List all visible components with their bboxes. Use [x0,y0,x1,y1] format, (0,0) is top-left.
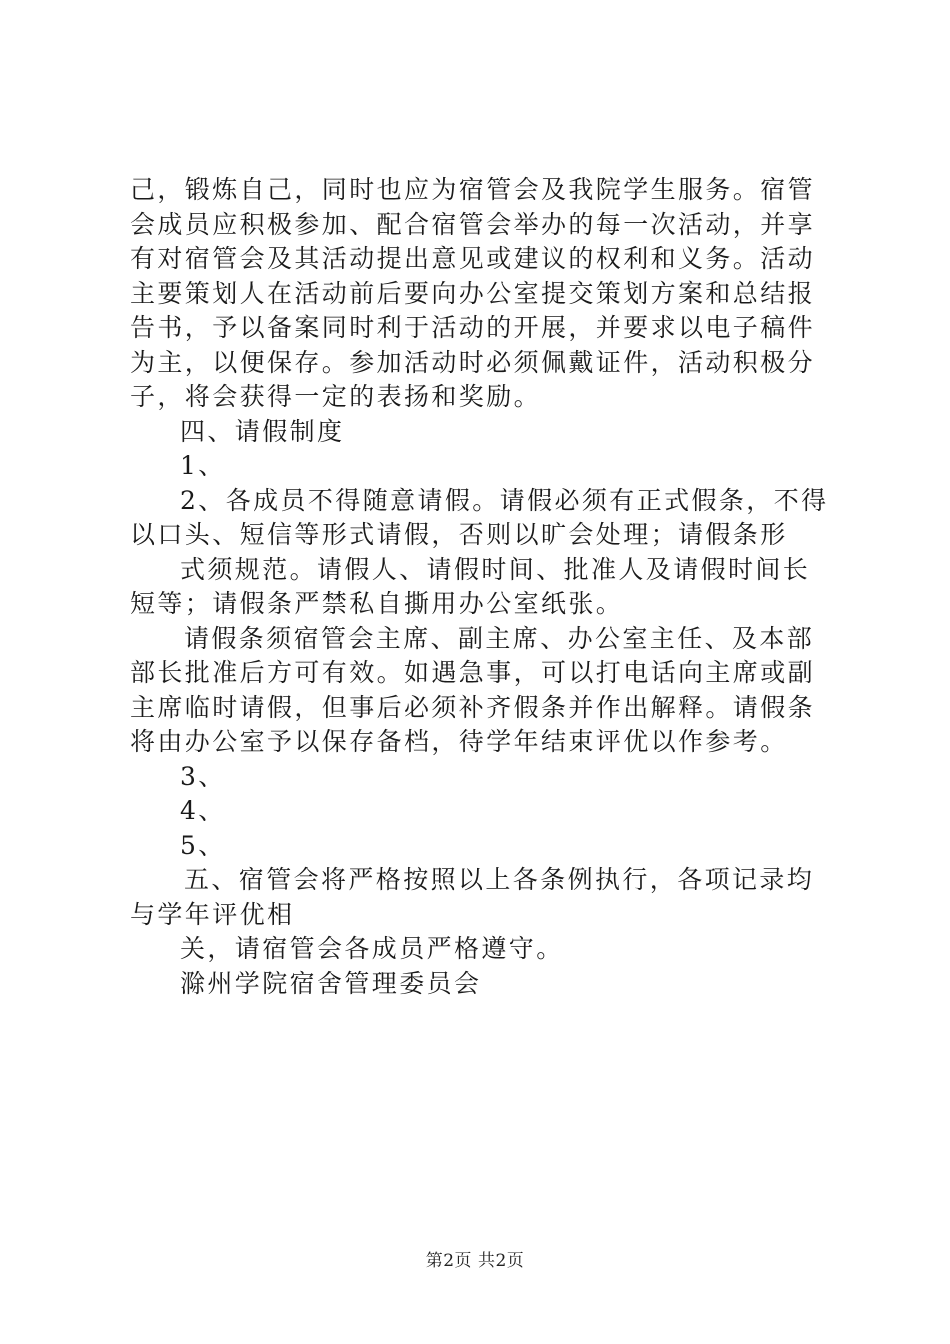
heading-leave-system: 四、请假制度 [180,416,345,446]
paragraph-compliance: 关，请宿管会各成员严格遵守。 [180,934,564,963]
list-item-2: 2、各成员不得随意请假。请假必须有正式假条，不得以口头、短信等形式请假，否则以旷会处理；请假条形 [130,485,829,549]
list-item-4: 4、 [180,796,226,825]
heading-section-five: 五、宿管会将严格按照以上各条例执行，各项记录均与学年评优相 [130,865,815,929]
page-footer: 第2页 共2页 [425,1251,525,1271]
list-item-5: 5、 [180,830,226,860]
paragraph-leave-format: 式须规范。请假人、请假时间、批准人及请假时间长短等；请假条严禁私自撕用办公室纸张。 [130,554,811,618]
list-item-3: 3、 [180,761,226,791]
signature-organization: 滁州学院宿舍管理委员会 [180,968,482,998]
paragraph-activities: 己，锻炼自己，同时也应为宿管会及我院学生服务。宿管会成员应积极参加、配合宿管会举办的每一次活动，并享有对宿管会及其活动提出意见或建议的权利和义务。活动主要策划人在活动前后要向办公室提交策划方案和总结报告书，予以备案同时利于活动的开展，并要求以电子稿件为主，以便保存。参加活动时必须佩戴证件，活动积极分子，将会获得一定的表扬和奖励。 [130,175,816,411]
document-body [130,173,830,1001]
list-item-1: 1、 [180,451,226,480]
paragraph-leave-approval: 请假条须宿管会主席、副主席、办公室主任、及本部部长批准后方可有效。如遇急事，可以打电话向主席或副主席临时请假，但事后必须补齐假条并作出解释。请假条将由办公室予以保存备档，待学年结束评优以作参考。 [130,623,816,756]
